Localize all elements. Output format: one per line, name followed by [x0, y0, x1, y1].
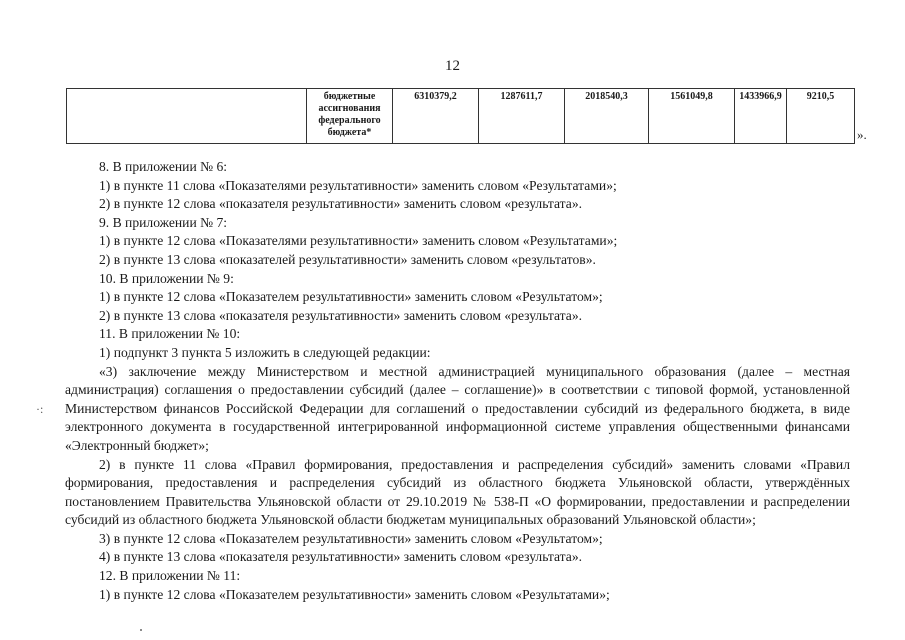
table-cell-value: 2018540,3	[565, 89, 649, 144]
list-item: 2) в пункте 12 слова «показателя результативности» заменить словом «результата».	[99, 196, 583, 212]
table-cell-value: 1433966,9	[735, 89, 787, 144]
list-item: 2) в пункте 13 слова «показателей результативности» заменить словом «результатов».	[99, 251, 596, 267]
budget-table	[66, 88, 855, 144]
table-cell-value: 1287611,7	[479, 89, 565, 144]
table-cell-value: 6310379,2	[393, 89, 479, 144]
list-item: 2) в пункте 13 слова «показателя результативности» заменить словом «результата».	[99, 307, 583, 323]
list-item: 3) в пункте 12 слова «Показателем результативности» заменить словом «Результатом»;	[99, 530, 603, 546]
table-cell-empty	[67, 89, 307, 144]
section-heading: 11. В приложении № 10:	[99, 326, 241, 342]
page-number: 12	[445, 58, 460, 74]
scan-artifact	[140, 629, 142, 631]
section-heading: 12. В приложении № 11:	[99, 568, 241, 584]
list-item: 1) в пункте 12 слова «Показателем результативности» заменить словом «Результатом»;	[99, 289, 603, 305]
section-heading: 9. В приложении № 7:	[99, 214, 228, 230]
document-body	[65, 158, 850, 604]
list-item: 1) подпункт 3 пункта 5 изложить в следующей редакции:	[99, 344, 431, 360]
table-row	[67, 89, 855, 144]
closing-quote-mark: ».	[857, 127, 867, 142]
table-cell-value: 1561049,8	[649, 89, 735, 144]
list-item: 1) в пункте 12 слова «Показателем результативности» заменить словом «Результатами»;	[99, 586, 610, 602]
list-item: 4) в пункте 13 слова «показателя результативности» заменить словом «результата».	[99, 549, 583, 565]
list-item: 2) в пункте 11 слова «Правил формирования, предоставления и распределения субсидий» заменить словами «Правил формирования, предоставления и распределения субсидий из областного бюджета Ульяновской области, утверждённых постановлением Правительства Ульяновской области от 29.10.2019 № 538-П «О формировании, предоставлении и распределении субсидий из областного бюджета Ульяновской области бюджетам муниципальных образований Ульяновской области»;	[65, 456, 850, 528]
section-heading: 8. В приложении № 6:	[99, 159, 228, 174]
table-cell-label: бюджетные ассигнования федерального бюджета*	[307, 89, 393, 144]
list-item: 1) в пункте 11 слова «Показателями результативности» заменить словом «Результатами»;	[99, 177, 617, 193]
section-heading: 10. В приложении № 9:	[99, 270, 234, 286]
margin-mark: ·:	[36, 402, 44, 416]
table-cell-value: 9210,5	[787, 89, 855, 144]
quoted-paragraph: «3) заключение между Министерством и местной администрацией муниципального образования (далее – местная администрация) соглашения о предоставлении субсидий (далее – соглашение)» в соответствии с типовой формой, установленной Министерством финансов Российской Федерации для соглашений о предоставлении субсидий из федерального бюджета, в виде электронного документа в государственной интегрированной информационной системе управления общественными финансами «Электронный бюджет»;	[65, 363, 850, 453]
list-item: 1) в пункте 12 слова «Показателями результативности» заменить словом «Результатами»;	[99, 233, 618, 249]
